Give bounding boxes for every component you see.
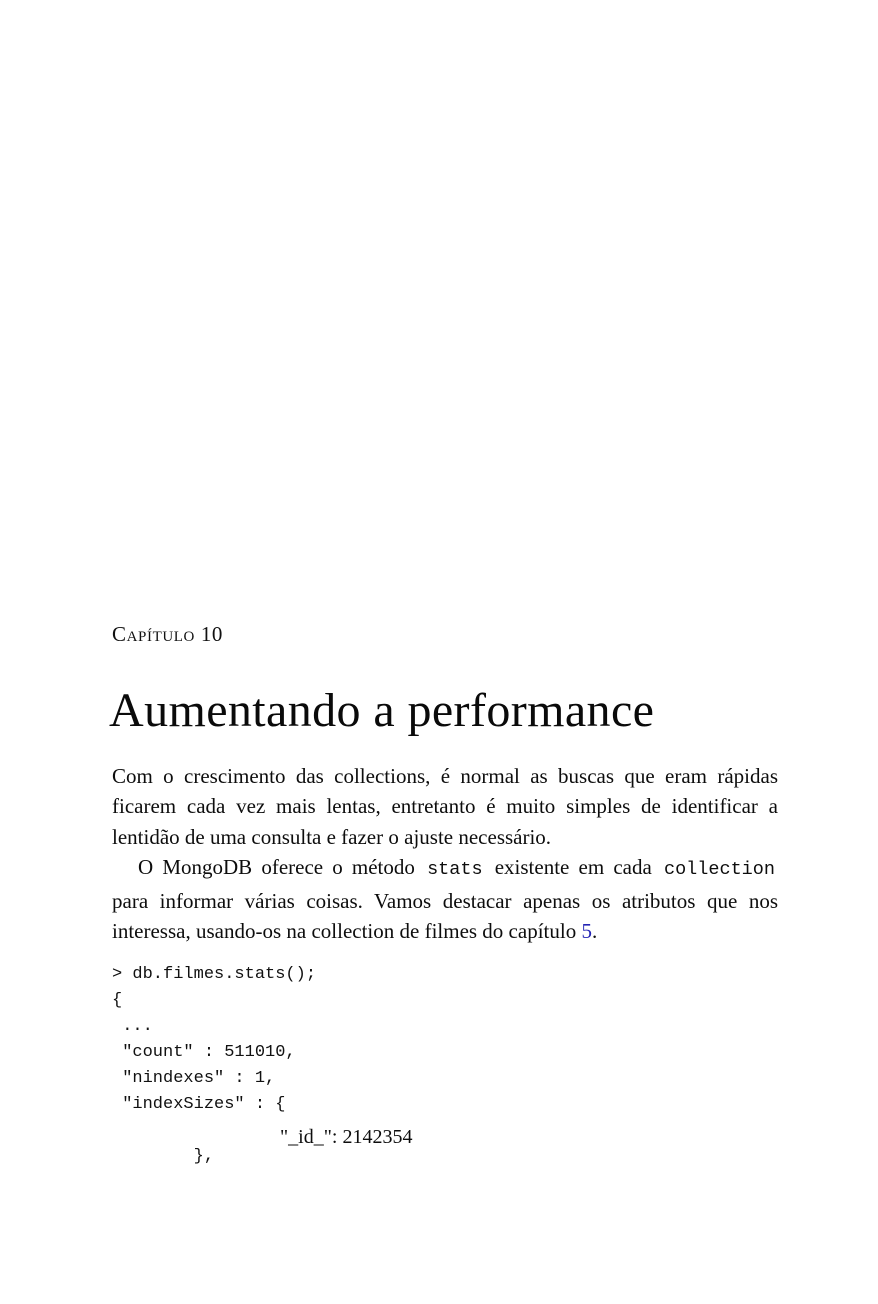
code-line-indexsizes: "indexSizes" : { <box>112 1095 286 1114</box>
code-line-count: "count" : 511010, <box>112 1043 296 1062</box>
body-text <box>112 761 778 946</box>
code-line-id-size: "_id_": 2142354 <box>280 1126 413 1148</box>
code-line-closing-brace: }, <box>112 1147 215 1166</box>
paragraph-stats <box>112 852 778 946</box>
inline-code-stats: stats <box>427 859 483 881</box>
chapter-title: Aumentando a performance <box>109 684 655 738</box>
paragraph-stats-text-4: . <box>591 919 598 944</box>
code-line-ellipsis: ... <box>112 1017 153 1036</box>
chapter-5-link[interactable]: 5 <box>581 919 592 944</box>
paragraph-intro: Com o crescimento das collections, é normal as buscas que eram rápidas ficarem cada vez mais lentas, entretanto é muito simples de identificar a lentidão de uma consulta e fazer o ajuste necessário. <box>112 764 778 849</box>
code-line-command: > db.filmes.stats(); <box>112 965 317 984</box>
code-line-open-brace: { <box>112 991 123 1010</box>
paragraph-stats-text-2: existente em cada <box>485 855 661 880</box>
code-block <box>112 962 412 1170</box>
paragraph-stats-text-3: para informar várias coisas. Vamos destacar apenas os atributos que nos interessa, usando-os na collection de filmes do capítulo <box>112 888 778 944</box>
chapter-label: Capítulo 10 <box>112 622 224 646</box>
code-line-nindexes: "nindexes" : 1, <box>112 1069 276 1088</box>
inline-code-collection: collection <box>663 859 775 881</box>
paragraph-stats-text-1: O MongoDB oferece o método <box>138 855 425 880</box>
